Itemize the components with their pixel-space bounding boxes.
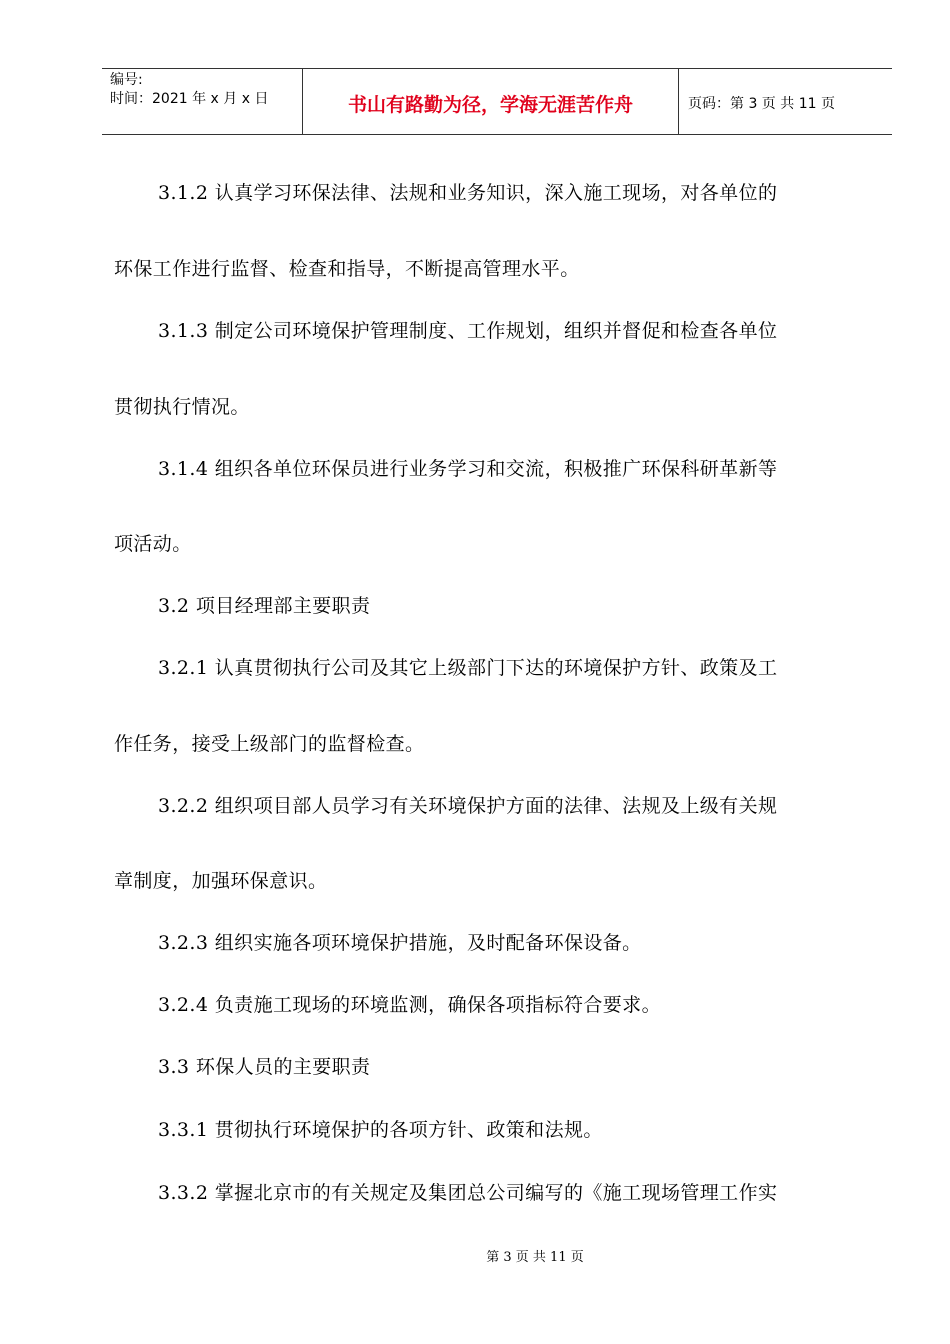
paragraph-line: 3.1.2 认真学习环保法律、法规和业务知识，深入施工现场，对各单位的 [158,182,778,204]
paragraph-line: 3.2.3 组织实施各项环境保护措施，及时配备环保设备。 [158,932,642,954]
paragraph-line: 章制度，加强环保意识。 [114,870,328,892]
paragraph-line: 3.1.4 组织各单位环保员进行业务学习和交流，积极推广环保科研革新等 [158,458,778,480]
page-footer: 第 3 页 共 11 页 [486,1250,584,1265]
paragraph-line: 3.2.4 负责施工现场的环境监测，确保各项指标符合要求。 [158,994,661,1016]
paragraph-line: 项活动。 [114,533,192,555]
header-motto: 书山有路勤为径，学海无涯苦作舟 [303,69,679,134]
time-label: 时间：2021 年 x 月 x 日 [110,91,269,107]
paragraph-line: 环保工作进行监督、检查和指导，不断提高管理水平。 [114,258,580,280]
paragraph-line: 贯彻执行情况。 [114,396,250,418]
paragraph-line: 作任务，接受上级部门的监督检查。 [114,733,425,755]
paragraph-line: 3.2.1 认真贯彻执行公司及其它上级部门下达的环境保护方针、政策及工 [158,657,778,679]
header-page-code: 页码：第 3 页 共 11 页 [688,95,835,112]
paragraph-line: 3.3.1 贯彻执行环境保护的各项方针、政策和法规。 [158,1119,603,1141]
document-header [102,68,892,135]
paragraph-line: 3.2.2 组织项目部人员学习有关环境保护方面的法律、法规及上级有关规 [158,795,778,817]
header-meta [102,69,303,134]
paragraph-line: 3.1.3 制定公司环境保护管理制度、工作规划，组织并督促和检查各单位 [158,320,778,342]
number-label: 编号: [110,72,143,88]
paragraph-line: 3.3.2 掌握北京市的有关规定及集团总公司编写的《施工现场管理工作实 [158,1182,778,1204]
section-heading: 3.2 项目经理部主要职责 [158,595,371,617]
section-heading: 3.3 环保人员的主要职责 [158,1056,371,1078]
